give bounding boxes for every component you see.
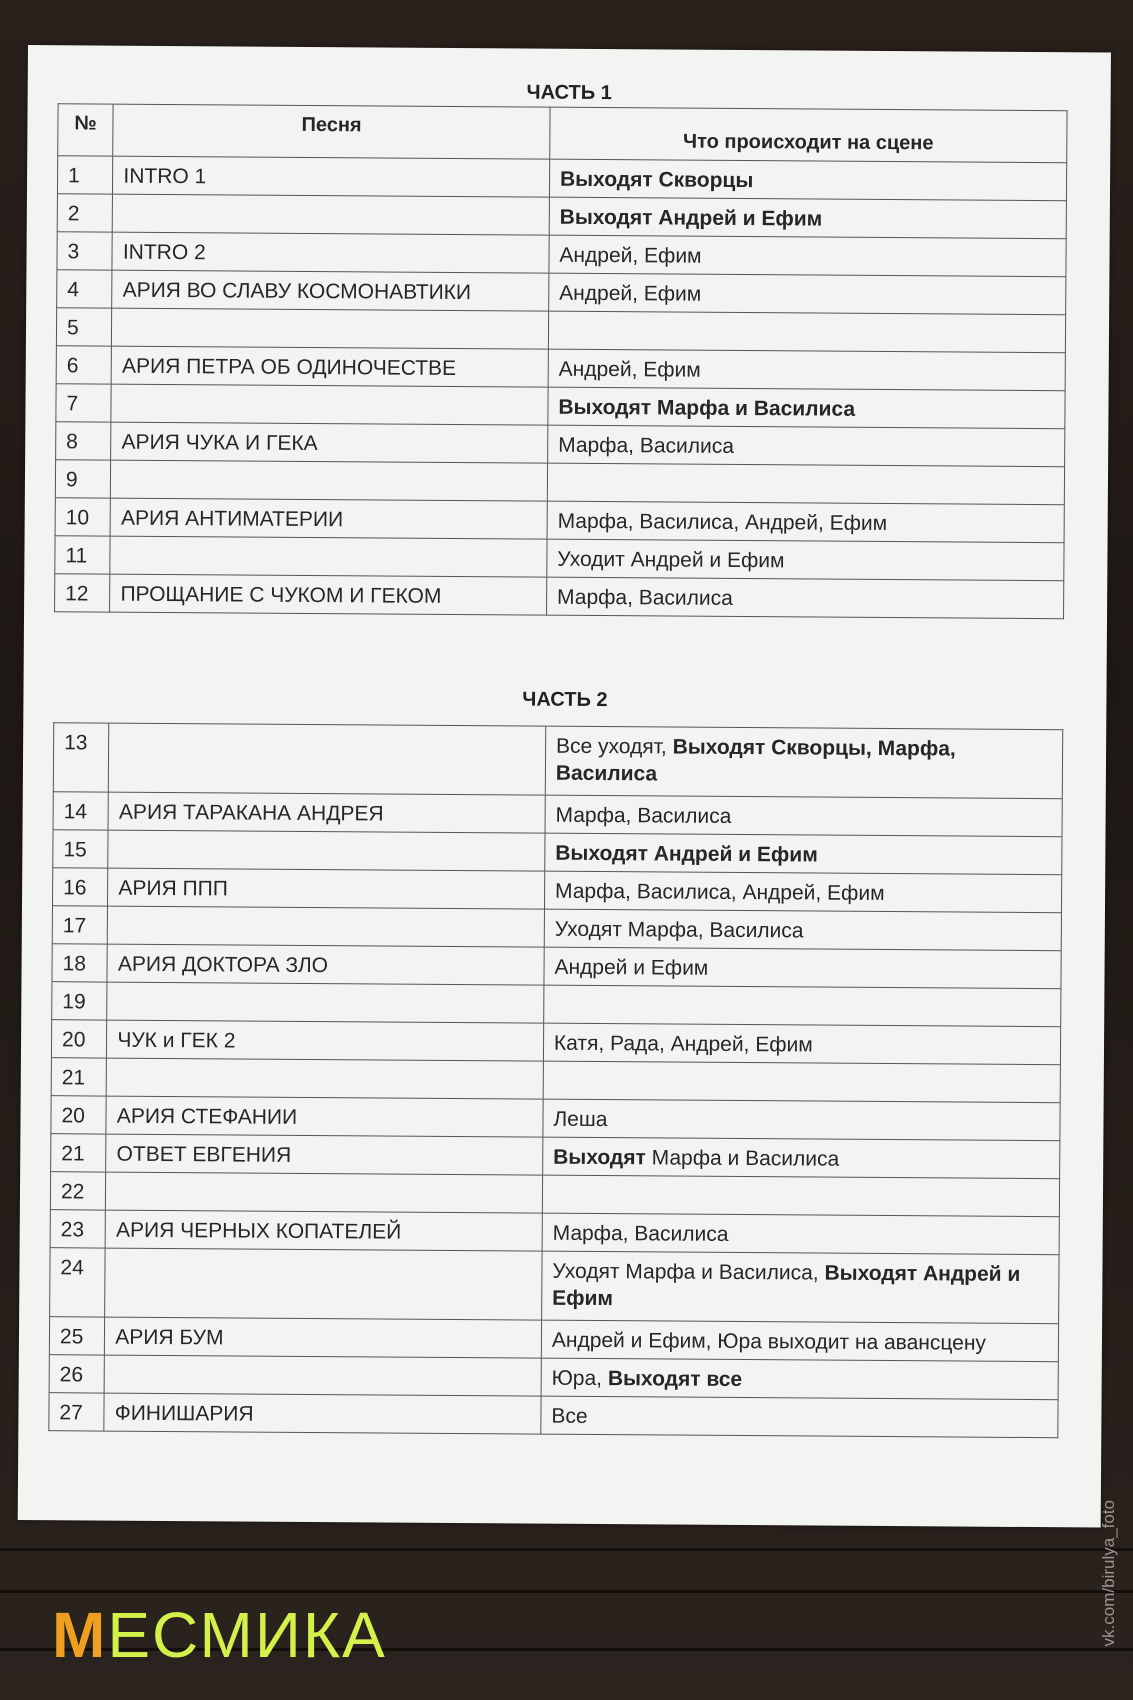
scene-text-segment: Андрей и Ефим, Юра выходит на авансцену	[551, 1328, 987, 1355]
logo-text: ЕСМИКА	[107, 1599, 387, 1671]
song-title: АРИЯ АНТИМАТЕРИИ	[110, 498, 547, 539]
row-number: 14	[53, 792, 109, 830]
scene-action	[544, 871, 1061, 913]
row-number: 27	[49, 1393, 105, 1431]
scene-text-segment: Марфа, Василиса	[555, 803, 732, 828]
part2-title: ЧАСТЬ 2	[522, 688, 608, 712]
scene-action	[547, 501, 1064, 543]
scene-action	[545, 795, 1062, 837]
song-title: АРИЯ ТАРАКАНА АНДРЕЯ	[108, 792, 545, 833]
row-number: 4	[57, 270, 113, 308]
row-number: 11	[55, 536, 111, 574]
scene-action	[544, 909, 1061, 951]
scene-action	[547, 539, 1064, 581]
row-number: 5	[56, 308, 112, 346]
song-title: АРИЯ ЧЕРНЫХ КОПАТЕЛЕЙ	[105, 1210, 542, 1251]
scene-action	[543, 1061, 1060, 1103]
scene-action	[545, 726, 1063, 799]
scene-text-segment: Марфа, Василиса	[552, 1221, 729, 1246]
row-number: 24	[50, 1248, 106, 1317]
scene-action	[541, 1396, 1058, 1438]
scene-text-segment: Марфа, Василиса, Андрей, Ефим	[557, 509, 888, 536]
song-title: INTRO 1	[113, 156, 550, 197]
header-song: Песня	[113, 104, 550, 159]
scene-action	[543, 1099, 1060, 1141]
watermark-text: vk.com/birulya_foto	[1099, 1500, 1118, 1647]
scene-text-segment: Выходят Скворцы, Марфа, Василиса	[555, 735, 956, 786]
song-title: АРИЯ ВО СЛАВУ КОСМОНАВТИКИ	[112, 270, 549, 311]
scene-action	[543, 1137, 1060, 1179]
scene-action	[547, 463, 1064, 505]
part1-header-row	[58, 104, 1067, 163]
scene-action	[541, 1320, 1058, 1362]
song-title: АРИЯ БУМ	[105, 1317, 542, 1358]
scene-text-segment: Выходят Андрей и Ефим	[559, 205, 823, 231]
scene-text-segment: Выходят Андрей и Ефим	[552, 1261, 1021, 1311]
song-title: АРИЯ ПЕТРА ОБ ОДИНОЧЕСТВЕ	[111, 346, 548, 387]
scene-text-segment: Выходят	[553, 1145, 646, 1170]
song-title: АРИЯ ЧУКА И ГЕКА	[111, 422, 548, 463]
scene-text-segment: Все уходят,	[555, 734, 673, 759]
scene-action	[549, 159, 1066, 201]
scene-action	[544, 947, 1061, 989]
scene-action	[544, 985, 1061, 1027]
scene-text-segment: Андрей, Ефим	[558, 357, 701, 382]
scene-text-segment: Выходят Андрей и Ефим	[555, 841, 818, 867]
table-row	[50, 1248, 1059, 1324]
scene-action	[549, 197, 1066, 239]
row-number: 23	[50, 1210, 106, 1248]
row-number: 25	[49, 1317, 105, 1355]
scene-text-segment: Марфа, Василиса	[556, 585, 733, 610]
scene-action	[548, 311, 1065, 353]
row-number: 17	[52, 906, 108, 944]
row-number: 22	[50, 1172, 106, 1210]
scene-text-segment: Уходят Марфа и Василиса,	[552, 1259, 825, 1285]
row-number: 10	[55, 498, 111, 536]
table-row	[49, 1393, 1058, 1438]
plank-seam	[0, 1548, 1133, 1551]
song-title	[111, 460, 548, 501]
table-row	[55, 574, 1064, 619]
scene-text-segment: Катя, Рада, Андрей, Ефим	[553, 1031, 813, 1057]
scene-text-segment: Андрей и Ефим	[554, 955, 709, 980]
scene-action	[542, 1251, 1060, 1324]
row-number: 8	[56, 422, 112, 460]
scene-text-segment: Леша	[553, 1107, 608, 1132]
scene-action	[548, 349, 1065, 391]
table-row	[53, 723, 1062, 799]
scene-action	[548, 387, 1065, 429]
song-title	[110, 536, 547, 577]
row-number: 21	[51, 1058, 107, 1096]
song-title: ОТВЕТ ЕВГЕНИЯ	[106, 1134, 543, 1175]
scene-text-segment: Выходят Скворцы	[559, 167, 754, 193]
scene-text-segment: Выходят все	[607, 1367, 743, 1392]
row-number: 18	[52, 944, 108, 982]
plank-seam	[0, 1590, 1133, 1593]
song-title: ФИНИШАРИЯ	[104, 1393, 541, 1434]
song-title: ЧУК и ГЕК 2	[107, 1020, 544, 1061]
row-number: 20	[51, 1020, 107, 1058]
row-number: 3	[57, 232, 113, 270]
row-number: 20	[51, 1096, 107, 1134]
song-title	[113, 194, 550, 235]
song-title: ПРОЩАНИЕ С ЧУКОМ И ГЕКОМ	[110, 574, 547, 615]
scene-action	[549, 235, 1066, 277]
part1-table	[54, 103, 1068, 619]
song-title: АРИЯ СТЕФАНИИ	[106, 1096, 543, 1137]
row-number: 12	[55, 574, 111, 612]
song-title	[105, 1248, 542, 1320]
row-number: 21	[51, 1134, 107, 1172]
song-title	[111, 384, 548, 425]
mesmika-logo	[52, 1600, 387, 1670]
scene-action	[543, 1023, 1060, 1065]
song-title: INTRO 2	[112, 232, 549, 273]
song-title: АРИЯ ППП	[108, 868, 545, 909]
scene-action	[549, 273, 1066, 315]
scene-text-segment: Андрей, Ефим	[559, 281, 702, 306]
row-number: 9	[55, 460, 111, 498]
row-number: 13	[53, 723, 109, 792]
scene-action	[541, 1358, 1058, 1400]
song-title	[104, 1355, 541, 1396]
song-title	[106, 1172, 543, 1213]
scene-action	[545, 833, 1062, 875]
part2-table	[48, 722, 1063, 1438]
scene-text-segment: Андрей, Ефим	[559, 243, 702, 268]
row-number: 7	[56, 384, 112, 422]
song-title	[112, 308, 549, 349]
scene-action	[546, 577, 1063, 619]
row-number: 15	[53, 830, 109, 868]
logo-letter-m: M	[52, 1599, 108, 1671]
song-title	[106, 1058, 543, 1099]
song-title	[109, 723, 546, 795]
scene-action	[542, 1175, 1059, 1217]
row-number: 1	[57, 156, 113, 194]
scene-text-segment: Марфа, Василиса	[558, 433, 735, 458]
paper-sheet	[18, 45, 1111, 1528]
song-title	[107, 982, 544, 1023]
row-number: 19	[52, 982, 108, 1020]
row-number: 2	[57, 194, 113, 232]
song-title	[108, 830, 545, 871]
row-number: 26	[49, 1355, 105, 1393]
header-scene: Что происходит на сцене	[550, 107, 1067, 163]
scene-text-segment: Юра,	[551, 1366, 608, 1391]
scene-action	[542, 1213, 1059, 1255]
scene-text-segment: Выходят Марфа и Василиса	[558, 395, 856, 421]
part1-title: ЧАСТЬ 1	[526, 81, 612, 105]
row-number: 6	[56, 346, 112, 384]
scene-text-segment: Уходят Марфа, Василиса	[554, 917, 804, 943]
scene-text-segment: Марфа и Василиса	[645, 1146, 840, 1171]
scene-action	[548, 425, 1065, 467]
row-number: 16	[52, 868, 108, 906]
scene-text-segment: Все	[551, 1404, 588, 1428]
song-title	[108, 906, 545, 947]
song-title: АРИЯ ДОКТОРА ЗЛО	[107, 944, 544, 985]
header-num: №	[58, 104, 114, 156]
scene-text-segment: Уходит Андрей и Ефим	[557, 547, 785, 573]
scene-text-segment: Марфа, Василиса, Андрей, Ефим	[554, 879, 885, 906]
